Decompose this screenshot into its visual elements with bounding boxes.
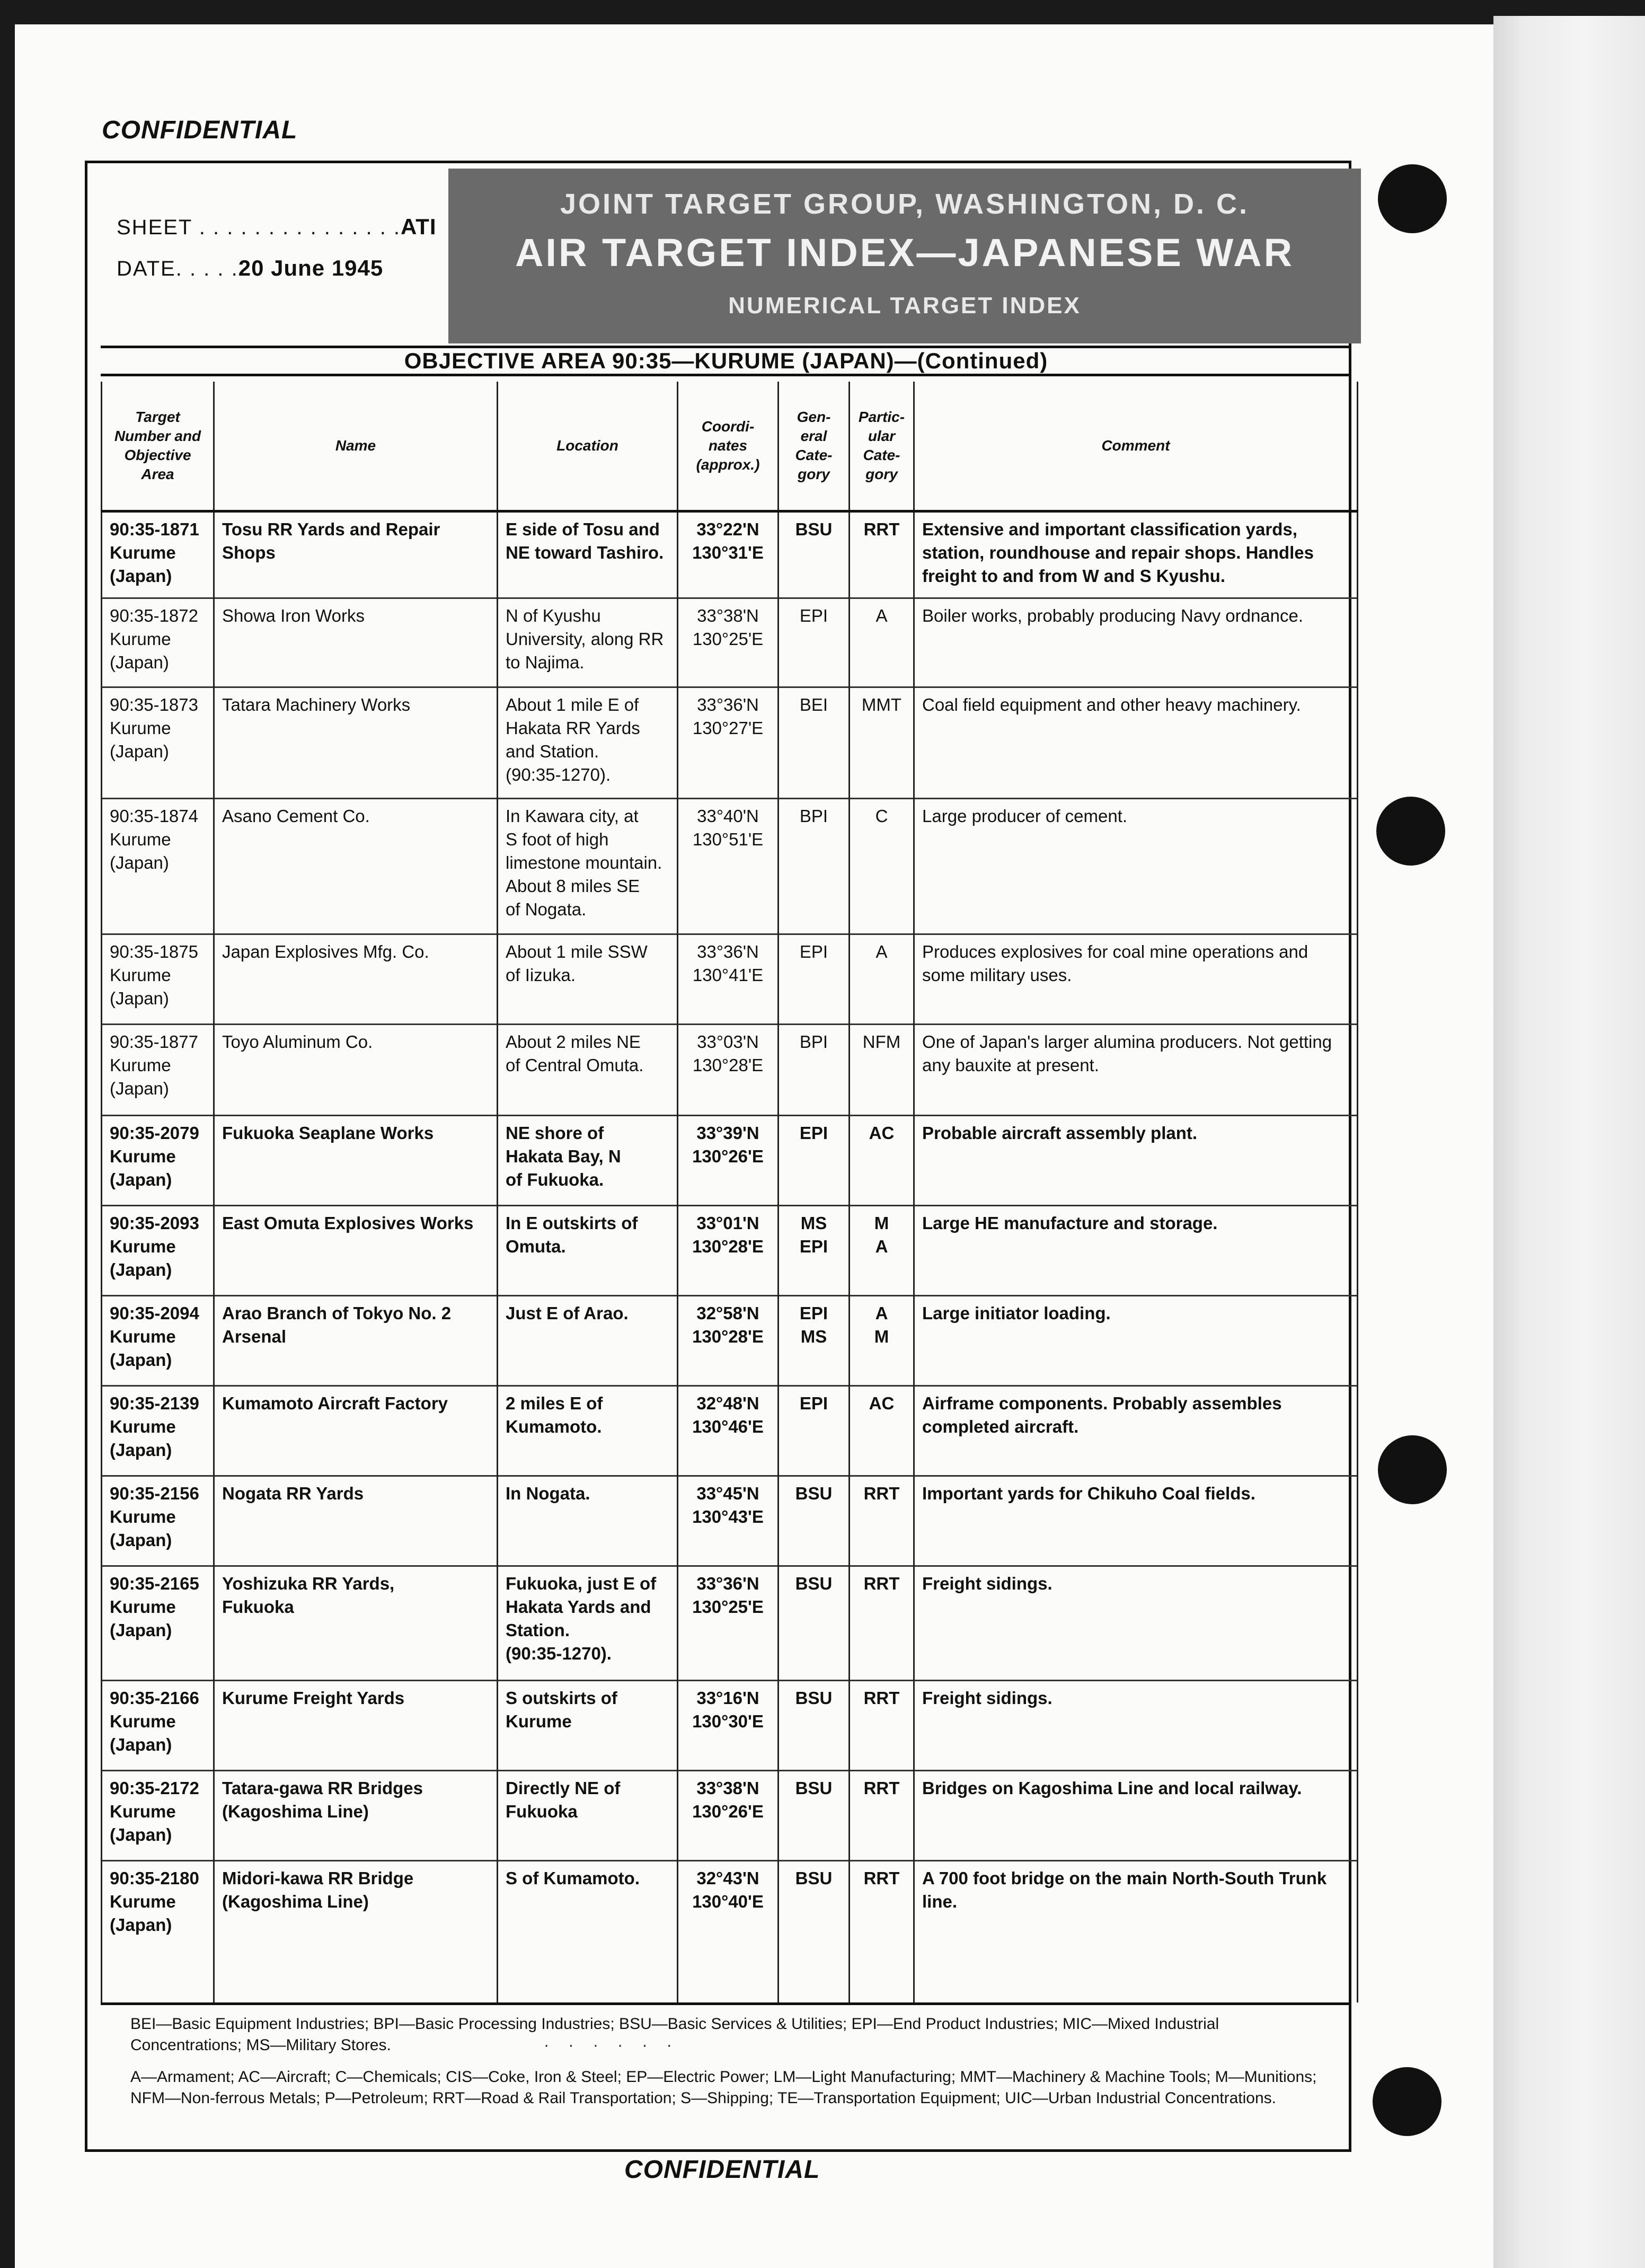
cell-target: 90:35-2079 Kurume (Japan)	[102, 1115, 214, 1205]
cell-location: In E outskirts of Omuta.	[498, 1205, 678, 1295]
cell-target: 90:35-2166 Kurume (Japan)	[102, 1680, 214, 1770]
cell-coords: 33°40'N 130°51'E	[678, 798, 779, 934]
cell-comment: Large HE manufacture and storage.	[914, 1205, 1358, 1295]
title-banner	[448, 169, 1361, 343]
table-row	[102, 1476, 1358, 1566]
cell-coords: 33°45'N 130°43'E	[678, 1476, 779, 1566]
date-label: DATE. . . . .	[117, 257, 238, 280]
objective-area-title: OBJECTIVE AREA 90:35—KURUME (JAPAN)—(Continued)	[101, 346, 1351, 376]
cell-particular: RRT	[850, 1680, 914, 1770]
cell-coords: 33°36'N 130°41'E	[678, 934, 779, 1024]
table-row-spacer	[102, 1951, 1358, 2002]
cell-particular: A	[850, 934, 914, 1024]
cell-target: 90:35-1873 Kurume (Japan)	[102, 687, 214, 798]
cell-particular: RRT	[850, 1770, 914, 1860]
cell-comment: Freight sidings.	[914, 1680, 1358, 1770]
cell-particular: A M	[850, 1295, 914, 1385]
table-row	[102, 1860, 1358, 1951]
sheet-line	[117, 214, 437, 240]
cell-location: In Kawara city, at S foot of high limestone mountain. About 8 miles SE of Nogata.	[498, 798, 678, 934]
cell-coords: 32°48'N 130°46'E	[678, 1385, 779, 1476]
cell-comment: Extensive and important classification yards, station, roundhouse and repair shops. Handles freight to and from W and S Kyushu.	[914, 511, 1358, 598]
legend	[101, 2002, 1351, 2150]
table-row	[102, 798, 1358, 934]
table-row	[102, 1680, 1358, 1770]
banner-subtitle: NUMERICAL TARGET INDEX	[728, 293, 1081, 319]
cell-comment: Airframe components. Probably assembles completed aircraft.	[914, 1385, 1358, 1476]
cell-comment: Produces explosives for coal mine operations and some military uses.	[914, 934, 1358, 1024]
cell-location: Directly NE of Fukuoka	[498, 1770, 678, 1860]
sheet-value: ATI	[401, 214, 437, 239]
binder-strip	[1493, 16, 1645, 2268]
cell-name: Asano Cement Co.	[214, 798, 498, 934]
cell-general: BSU	[779, 1566, 850, 1680]
cell-particular: C	[850, 798, 914, 934]
cell-location: In Nogata.	[498, 1476, 678, 1566]
table-row	[102, 598, 1358, 687]
table-row	[102, 511, 1358, 598]
cell-general: EPI	[779, 934, 850, 1024]
cell-particular: RRT	[850, 1860, 914, 1951]
table-row	[102, 687, 1358, 798]
cell-name: Tatara-gawa RR Bridges (Kagoshima Line)	[214, 1770, 498, 1860]
punch-hole	[1378, 164, 1447, 233]
cell-target: 90:35-2172 Kurume (Japan)	[102, 1770, 214, 1860]
cell-particular: AC	[850, 1115, 914, 1205]
table-row	[102, 1566, 1358, 1680]
confidential-header: CONFIDENTIAL	[102, 116, 298, 144]
cell-coords: 33°38'N 130°26'E	[678, 1770, 779, 1860]
legend-general-text: BEI—Basic Equipment Industries; BPI—Basic Processing Industries; BSU—Basic Services & Utilities; EPI—End Product Industries; MIC—Mixed Industrial Concentrations; MS—Military Stores.	[130, 2015, 1219, 2054]
cell-comment: One of Japan's larger alumina producers. Not getting any bauxite at present.	[914, 1024, 1358, 1115]
cell-location: S of Kumamoto.	[498, 1860, 678, 1951]
cell-comment: Bridges on Kagoshima Line and local railway.	[914, 1770, 1358, 1860]
banner-agency: JOINT TARGET GROUP, WASHINGTON, D. C.	[560, 188, 1250, 220]
cell-target: 90:35-1872 Kurume (Japan)	[102, 598, 214, 687]
cell-coords: 33°01'N 130°28'E	[678, 1205, 779, 1295]
cell-target: 90:35-1871 Kurume (Japan)	[102, 511, 214, 598]
cell-name: Toyo Aluminum Co.	[214, 1024, 498, 1115]
cell-comment: Coal field equipment and other heavy machinery.	[914, 687, 1358, 798]
cell-name: Japan Explosives Mfg. Co.	[214, 934, 498, 1024]
cell-coords: 32°43'N 130°40'E	[678, 1860, 779, 1951]
cell-location: S outskirts of Kurume	[498, 1680, 678, 1770]
cell-target: 90:35-1874 Kurume (Japan)	[102, 798, 214, 934]
cell-location: Fukuoka, just E of Hakata Yards and Station. (90:35-1270).	[498, 1566, 678, 1680]
table-row	[102, 1205, 1358, 1295]
cell-general: EPI	[779, 1115, 850, 1205]
cell-coords: 32°58'N 130°28'E	[678, 1295, 779, 1385]
punch-hole	[1376, 797, 1445, 866]
cell-general: BPI	[779, 1024, 850, 1115]
col-header-coords: Coordi- nates (approx.)	[678, 382, 779, 511]
cell-target: 90:35-2139 Kurume (Japan)	[102, 1385, 214, 1476]
date-line	[117, 255, 383, 281]
punch-hole	[1378, 1435, 1447, 1504]
col-header-name: Name	[214, 382, 498, 511]
cell-particular: A	[850, 598, 914, 687]
cell-target: 90:35-2094 Kurume (Japan)	[102, 1295, 214, 1385]
table-row	[102, 1115, 1358, 1205]
cell-coords: 33°38'N 130°25'E	[678, 598, 779, 687]
cell-name: Tosu RR Yards and Repair Shops	[214, 511, 498, 598]
cell-particular: RRT	[850, 1476, 914, 1566]
sheet-label: SHEET . . . . . . . . . . . . . . .	[117, 216, 401, 239]
cell-particular: NFM	[850, 1024, 914, 1115]
cell-comment: Freight sidings.	[914, 1566, 1358, 1680]
cell-particular: RRT	[850, 511, 914, 598]
legend-dots: · · · · · ·	[544, 2036, 679, 2054]
cell-coords: 33°39'N 130°26'E	[678, 1115, 779, 1205]
table-row	[102, 1770, 1358, 1860]
col-header-general: Gen- eral Cate- gory	[779, 382, 850, 511]
cell-general: EPI	[779, 598, 850, 687]
legend-particular-categories: A—Armament; AC—Aircraft; C—Chemicals; CIS—Coke, Iron & Steel; EP—Electric Power; LM—Light Manufacturing; MMT—Machinery & Machine Tools; M—Munitions; NFM—Non-ferrous Metals; P—Petroleum; RRT—Road & Rail Transportation; S—Shipping; TE—Transportation Equipment; UIC—Urban Industrial Concentrations.	[130, 2068, 1317, 2107]
target-index-table	[101, 382, 1358, 2002]
cell-location: About 1 mile SSW of Iizuka.	[498, 934, 678, 1024]
cell-coords: 33°36'N 130°27'E	[678, 687, 779, 798]
cell-comment: Important yards for Chikuho Coal fields.	[914, 1476, 1358, 1566]
sheet-info-box	[101, 161, 432, 343]
cell-location: N of Kyushu University, along RR to Najima.	[498, 598, 678, 687]
table-row	[102, 1024, 1358, 1115]
cell-comment: Large initiator loading.	[914, 1295, 1358, 1385]
cell-location: Just E of Arao.	[498, 1295, 678, 1385]
cell-location: E side of Tosu and NE toward Tashiro.	[498, 511, 678, 598]
table-row	[102, 1385, 1358, 1476]
cell-name: Kurume Freight Yards	[214, 1680, 498, 1770]
cell-name: Nogata RR Yards	[214, 1476, 498, 1566]
cell-location: About 2 miles NE of Central Omuta.	[498, 1024, 678, 1115]
table-row	[102, 1295, 1358, 1385]
cell-particular: MMT	[850, 687, 914, 798]
col-header-target: Target Number and Objective Area	[102, 382, 214, 511]
cell-particular: M A	[850, 1205, 914, 1295]
cell-name: Arao Branch of Tokyo No. 2 Arsenal	[214, 1295, 498, 1385]
cell-general: MS EPI	[779, 1205, 850, 1295]
cell-general: BSU	[779, 511, 850, 598]
cell-comment: Probable aircraft assembly plant.	[914, 1115, 1358, 1205]
cell-general: EPI	[779, 1385, 850, 1476]
date-value: 20 June 1945	[238, 255, 384, 280]
cell-general: BSU	[779, 1476, 850, 1566]
cell-comment: Large producer of cement.	[914, 798, 1358, 934]
cell-target: 90:35-2156 Kurume (Japan)	[102, 1476, 214, 1566]
table-row	[102, 934, 1358, 1024]
confidential-footer: CONFIDENTIAL	[624, 2156, 820, 2184]
cell-name: Kumamoto Aircraft Factory	[214, 1385, 498, 1476]
punch-hole	[1373, 2067, 1441, 2136]
col-header-particular: Partic- ular Cate- gory	[850, 382, 914, 511]
cell-comment: Boiler works, probably producing Navy ordnance.	[914, 598, 1358, 687]
banner-title: AIR TARGET INDEX—JAPANESE WAR	[515, 231, 1295, 275]
cell-particular: AC	[850, 1385, 914, 1476]
legend-general-categories	[130, 2014, 1320, 2056]
cell-coords: 33°03'N 130°28'E	[678, 1024, 779, 1115]
cell-target: 90:35-2180 Kurume (Japan)	[102, 1860, 214, 1951]
cell-particular: RRT	[850, 1566, 914, 1680]
cell-coords: 33°16'N 130°30'E	[678, 1680, 779, 1770]
cell-location: About 1 mile E of Hakata RR Yards and Station. (90:35-1270).	[498, 687, 678, 798]
cell-general: BEI	[779, 687, 850, 798]
cell-name: Showa Iron Works	[214, 598, 498, 687]
cell-name: Midori-kawa RR Bridge (Kagoshima Line)	[214, 1860, 498, 1951]
cell-general: BSU	[779, 1770, 850, 1860]
cell-target: 90:35-1877 Kurume (Japan)	[102, 1024, 214, 1115]
col-header-location: Location	[498, 382, 678, 511]
cell-coords: 33°22'N 130°31'E	[678, 511, 779, 598]
cell-name: East Omuta Explosives Works	[214, 1205, 498, 1295]
cell-target: 90:35-2165 Kurume (Japan)	[102, 1566, 214, 1680]
cell-name: Fukuoka Seaplane Works	[214, 1115, 498, 1205]
cell-location: 2 miles E of Kumamoto.	[498, 1385, 678, 1476]
cell-general: BPI	[779, 798, 850, 934]
cell-comment: A 700 foot bridge on the main North-South Trunk line.	[914, 1860, 1358, 1951]
cell-target: 90:35-1875 Kurume (Japan)	[102, 934, 214, 1024]
cell-target: 90:35-2093 Kurume (Japan)	[102, 1205, 214, 1295]
cell-coords: 33°36'N 130°25'E	[678, 1566, 779, 1680]
cell-general: EPI MS	[779, 1295, 850, 1385]
cell-name: Tatara Machinery Works	[214, 687, 498, 798]
cell-general: BSU	[779, 1860, 850, 1951]
cell-name: Yoshizuka RR Yards, Fukuoka	[214, 1566, 498, 1680]
cell-general: BSU	[779, 1680, 850, 1770]
cell-location: NE shore of Hakata Bay, N of Fukuoka.	[498, 1115, 678, 1205]
col-header-comment: Comment	[914, 382, 1358, 511]
